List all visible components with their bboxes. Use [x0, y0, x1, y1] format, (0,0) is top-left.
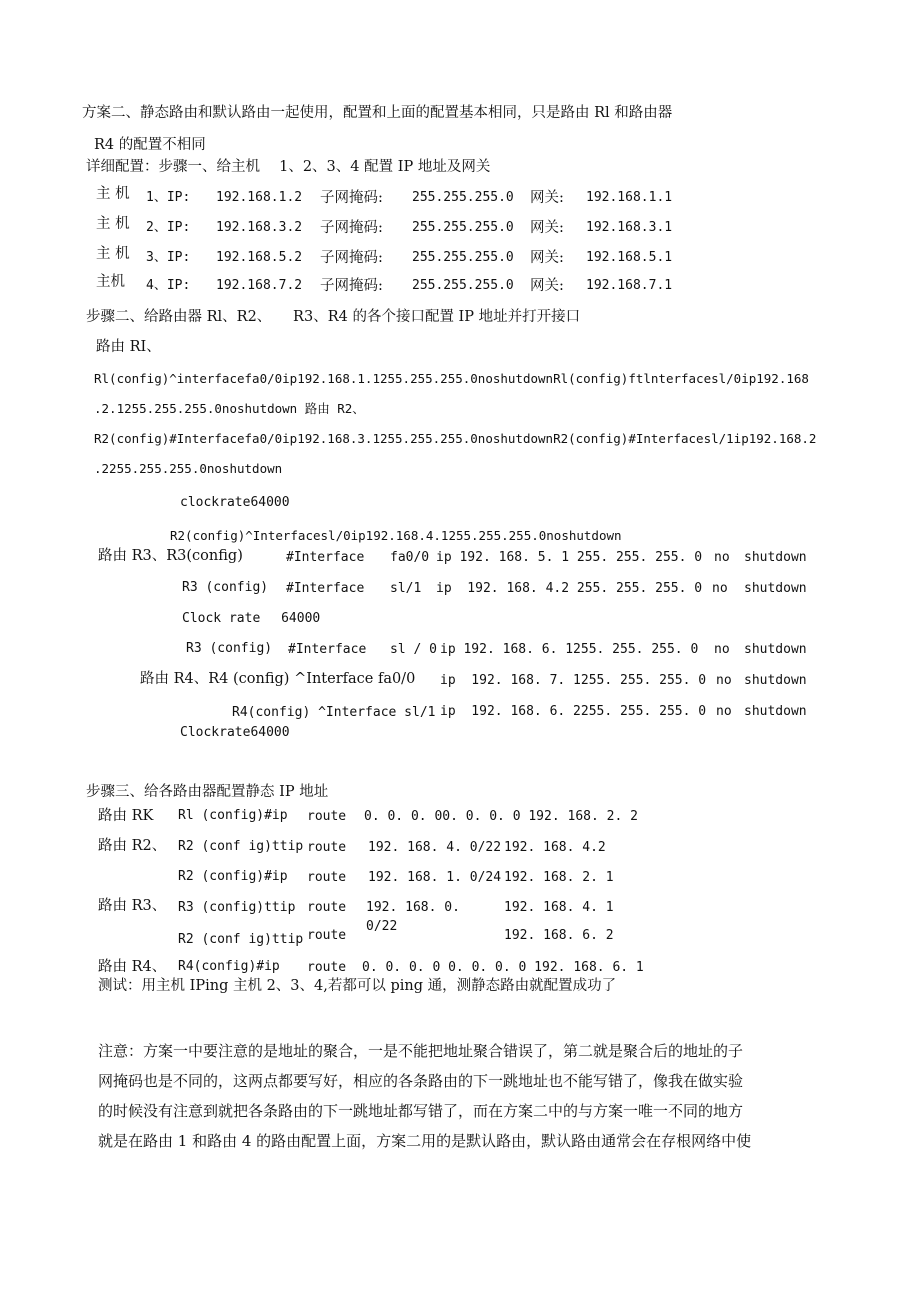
route-dest: 192. 168. 1. 0/24: [368, 870, 502, 885]
route-next-hop: 192. 168. 4.2: [504, 840, 606, 855]
host-gw: 192.168.7.1: [586, 278, 673, 293]
route-keyword: route: [307, 840, 347, 855]
host-label: 主 机: [96, 246, 130, 262]
note-line: 网掩码也是不同的，这两点都要写好，相应的各条路由的下一跳地址也不能写错了，像我在做实验: [98, 1072, 744, 1090]
r1-config-line-2: .2.1255.255.255.0noshutdown 路由 R2、: [94, 401, 365, 416]
route-keyword: route: [307, 960, 347, 975]
step3-title: 步骤三、给各路由器配置静态 IP 地址: [86, 784, 329, 800]
route-keyword: route: [307, 870, 347, 885]
host-num: 3、IP:: [146, 250, 191, 265]
route-label: 路由 RK: [98, 808, 154, 824]
route-cmd: R4(config)#ip: [178, 959, 280, 974]
host-num: 1、IP:: [146, 190, 191, 205]
r4-l2-ip: ip 192. 168. 6. 2255. 255. 255. 0: [440, 704, 707, 719]
r3-l2-no: no: [712, 581, 728, 596]
route-dest: 192. 168. 4. 0/22: [368, 840, 502, 855]
r2-config-line-1: R2(config)#Interfacefa0/0ip192.168.3.1255.255.255.0noshutdownR2(config)#Interfacesl/1ip192.168.2: [94, 431, 817, 446]
r3-l2-shutdown: shutdown: [744, 581, 807, 596]
r4-l2-no: no: [716, 704, 732, 719]
host-ip: 192.168.7.2: [216, 278, 303, 293]
r3-l3-shutdown: shutdown: [744, 642, 807, 657]
route-label: 路由 R2、: [98, 838, 167, 854]
route-label: 路由 R3、: [98, 898, 167, 914]
route-dest: 0. 0. 0. 00. 0. 0. 0 192. 168. 2. 2: [364, 809, 638, 824]
note-line: 的时候没有注意到就把各条路由的下一跳地址都写错了，而在方案二中的与方案一唯一不同的地方: [98, 1102, 744, 1120]
route-cmd: R2 (conf ig)ttip: [178, 932, 304, 947]
route-label: 路由 R4、: [98, 959, 167, 975]
route-dest: 0/22: [366, 919, 398, 934]
r2-config-line-2: .2255.255.255.0noshutdown: [94, 461, 283, 476]
step1-title: 详细配置：步骤一、给主机 1、2、3、4 配置 IP 地址及网关: [86, 159, 491, 175]
gw-label: 网关:: [530, 278, 564, 294]
host-ip: 192.168.3.2: [216, 220, 303, 235]
r2-config-line-3: R2(config)^Interfacesl/0ip192.168.4.1255.255.255.0noshutdown: [170, 528, 622, 543]
host-num: 2、IP:: [146, 220, 191, 235]
gw-label: 网关:: [530, 250, 564, 266]
host-label: 主 机: [96, 186, 130, 202]
r3-l3-port: sl / 0: [390, 642, 437, 657]
r4-l2-prefix: R4(config) ^Interface sl/1: [232, 705, 436, 720]
route-dest: 192. 168. 0.: [366, 900, 460, 915]
r3-l1-ip: ip 192. 168. 5. 1 255. 255. 255. 0: [436, 550, 703, 565]
r3-l2-prefix: R3 (config): [182, 580, 269, 595]
r1-config-line-1: Rl(config)^interfacefa0/0ip192.168.1.1255.255.255.0noshutdownRl(config)ftlnterfacesl/0ip192.168: [94, 371, 809, 386]
host-gw: 192.168.5.1: [586, 250, 673, 265]
mask-label: 子网掩码:: [320, 278, 383, 294]
mask-label: 子网掩码:: [320, 250, 383, 266]
host-gw: 192.168.1.1: [586, 190, 673, 205]
route-cmd: R2 (conf ig)ttip: [178, 839, 304, 854]
host-ip: 192.168.1.2: [216, 190, 303, 205]
route-keyword: route: [307, 900, 347, 915]
host-mask: 255.255.255.0: [412, 220, 514, 235]
intro-line-1: 方案二、静态路由和默认路由一起使用，配置和上面的配置基本相同，只是路由 Rl 和路由器: [82, 105, 673, 121]
route-cmd: R2 (config)#ip: [178, 869, 288, 884]
mask-label: 子网掩码:: [320, 190, 383, 206]
r1-label: 路由 RI、: [96, 339, 161, 355]
intro-line-2: R4 的配置不相同: [94, 137, 206, 153]
r3-l1-no: no: [714, 550, 730, 565]
note-line: 注意：方案一中要注意的是地址的聚合，一是不能把地址聚合错误了，第二就是聚合后的地址的子: [98, 1042, 744, 1060]
r4-l1-shutdown: shutdown: [744, 673, 807, 688]
route-next-hop: 192. 168. 2. 1: [504, 870, 614, 885]
route-next-hop: 192. 168. 6. 2: [504, 928, 614, 943]
r4-clockrate: Clockrate64000: [180, 725, 290, 740]
r3-l3-no: no: [714, 642, 730, 657]
host-ip: 192.168.5.2: [216, 250, 303, 265]
step2-title: 步骤二、给路由器 Rl、R2、 R3、R4 的各个接口配置 IP 地址并打开接口: [86, 309, 581, 325]
r4-label: 路由 R4、R4 (config) ^Interface fa0/0: [140, 671, 416, 687]
route-cmd: R3 (config)ttip: [178, 900, 296, 915]
r3-l1-interface: #Interface: [286, 550, 365, 565]
r3-l2-port: sl/1: [390, 581, 422, 596]
mask-label: 子网掩码:: [320, 220, 383, 236]
r3-l1-port: fa0/0: [390, 550, 430, 565]
r2-clockrate: clockrate64000: [180, 495, 290, 510]
route-next-hop: 192. 168. 4. 1: [504, 900, 614, 915]
r3-l3-interface: #Interface: [288, 642, 367, 657]
r3-label: 路由 R3、R3(config): [98, 548, 243, 564]
gw-label: 网关:: [530, 190, 564, 206]
test-line: 测试：用主机 IPing 主机 2、3、4,若都可以 ping 通，测静态路由就配置成功了: [98, 978, 617, 994]
host-label: 主 机: [96, 216, 130, 232]
route-dest: 0. 0. 0. 0 0. 0. 0. 0 192. 168. 6. 1: [362, 960, 644, 975]
r4-l1-ip: ip 192. 168. 7. 1255. 255. 255. 0: [440, 673, 707, 688]
route-cmd: Rl (config)#ip: [178, 808, 288, 823]
note-line: 就是在路由 1 和路由 4 的路由配置上面，方案二用的是默认路由，默认路由通常会在存根网络中使: [98, 1132, 752, 1150]
r4-l1-no: no: [716, 673, 732, 688]
host-label: 主机: [96, 274, 125, 290]
host-mask: 255.255.255.0: [412, 278, 514, 293]
r3-l1-shutdown: shutdown: [744, 550, 807, 565]
gw-label: 网关:: [530, 220, 564, 236]
route-keyword: route: [307, 928, 347, 943]
host-num: 4、IP:: [146, 278, 191, 293]
r3-l2-ip: ip 192. 168. 4.2 255. 255. 255. 0: [436, 581, 703, 596]
r3-l3-prefix: R3 (config): [186, 641, 273, 656]
r3-l3-ip: ip 192. 168. 6. 1255. 255. 255. 0: [440, 642, 699, 657]
route-keyword: route: [307, 809, 347, 824]
host-mask: 255.255.255.0: [412, 190, 514, 205]
host-mask: 255.255.255.0: [412, 250, 514, 265]
r3-l2-interface: #Interface: [286, 581, 365, 596]
host-gw: 192.168.3.1: [586, 220, 673, 235]
r4-l2-shutdown: shutdown: [744, 704, 807, 719]
r3-clockrate: Clock rate 64000: [182, 611, 321, 626]
